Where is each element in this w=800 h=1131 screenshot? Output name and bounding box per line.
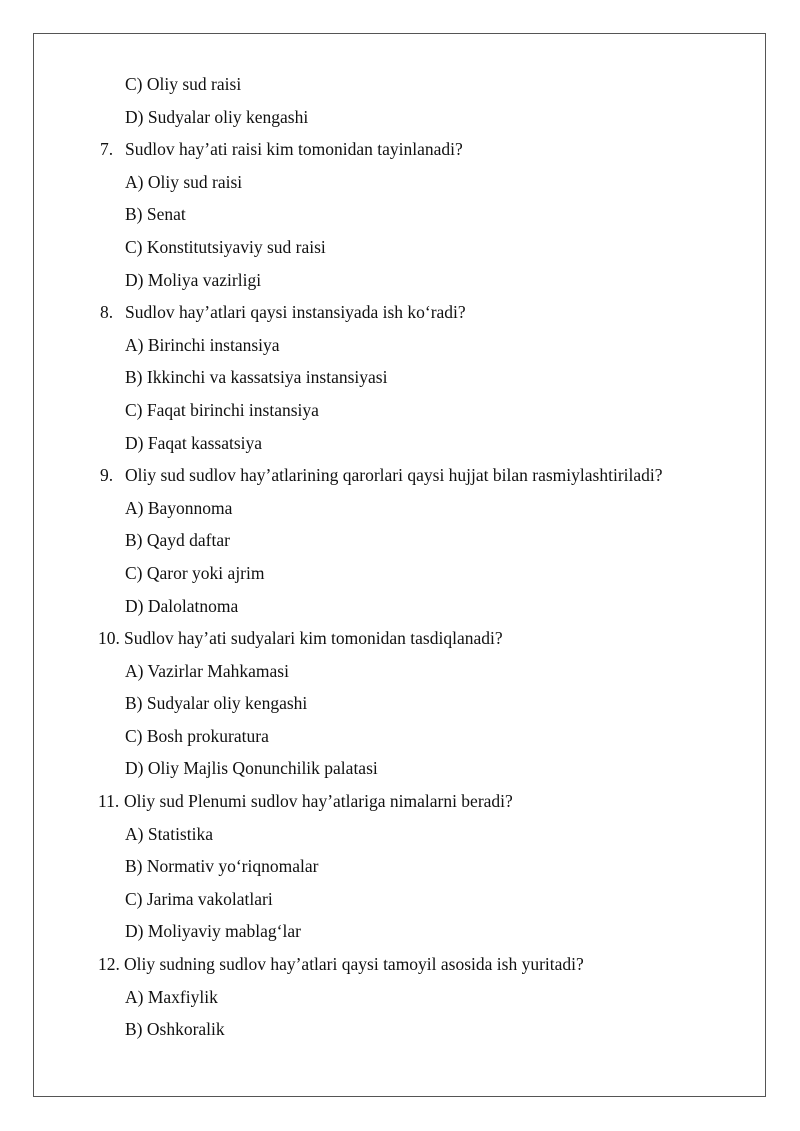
answer-option: D) Moliyaviy mablag‘lar bbox=[125, 921, 301, 942]
answer-option: C) Faqat birinchi instansiya bbox=[125, 399, 319, 420]
answer-option-row bbox=[0, 655, 800, 688]
question-text: Sudlov hay’ati sudyalari kim tomonidan tasdiqlanadi? bbox=[124, 628, 503, 649]
answer-option-row bbox=[0, 231, 800, 264]
answer-option: A) Statistika bbox=[125, 823, 213, 844]
answer-option: B) Sudyalar oliy kengashi bbox=[125, 693, 308, 714]
answer-option-row bbox=[0, 198, 800, 231]
answer-option: D) Faqat kassatsiya bbox=[125, 432, 263, 453]
question-row bbox=[0, 948, 800, 981]
answer-option-row bbox=[0, 687, 800, 720]
answer-option: A) Bayonnoma bbox=[125, 497, 233, 518]
answer-option: B) Oshkoralik bbox=[125, 1019, 225, 1040]
answer-option-row bbox=[0, 818, 800, 851]
question-number: 11. bbox=[98, 791, 120, 812]
question-row bbox=[0, 785, 800, 818]
answer-option: B) Ikkinchi va kassatsiya instansiyasi bbox=[125, 367, 388, 388]
answer-option-row bbox=[0, 68, 800, 101]
question-text: Sudlov hay’atlari qaysi instansiyada ish ko‘radi? bbox=[125, 302, 466, 323]
answer-option: C) Jarima vakolatlari bbox=[125, 888, 273, 909]
answer-option: B) Qayd daftar bbox=[125, 530, 230, 551]
answer-option: D) Sudyalar oliy kengashi bbox=[125, 106, 309, 127]
answer-option: C) Oliy sud raisi bbox=[125, 74, 242, 94]
answer-option: C) Qaror yoki ajrim bbox=[125, 562, 265, 583]
question-number: 10. bbox=[98, 628, 120, 649]
question-number: 8. bbox=[100, 302, 114, 323]
answer-option-row bbox=[0, 915, 800, 948]
answer-option-row bbox=[0, 427, 800, 460]
answer-option: A) Oliy sud raisi bbox=[125, 171, 243, 192]
question-row bbox=[0, 296, 800, 329]
answer-option: D) Oliy Majlis Qonunchilik palatasi bbox=[125, 758, 378, 779]
answer-option-row bbox=[0, 752, 800, 785]
answer-option-row bbox=[0, 883, 800, 916]
answer-option-row bbox=[0, 1013, 800, 1046]
question-row bbox=[0, 622, 800, 655]
answer-option-row bbox=[0, 361, 800, 394]
question-row bbox=[0, 133, 800, 166]
answer-option-row bbox=[0, 101, 800, 134]
answer-option-row bbox=[0, 524, 800, 557]
answer-option: C) Bosh prokuratura bbox=[125, 725, 269, 746]
question-row bbox=[0, 459, 800, 492]
answer-option-row bbox=[0, 557, 800, 590]
answer-option: A) Maxfiylik bbox=[125, 986, 218, 1007]
answer-option: C) Konstitutsiyaviy sud raisi bbox=[125, 236, 326, 257]
question-list bbox=[0, 68, 800, 1046]
answer-option-row bbox=[0, 394, 800, 427]
answer-option: D) Moliya vazirligi bbox=[125, 269, 262, 290]
question-number: 12. bbox=[98, 954, 120, 975]
answer-option: A) Birinchi instansiya bbox=[125, 334, 280, 355]
question-text: Sudlov hay’ati raisi kim tomonidan tayinlanadi? bbox=[125, 139, 463, 160]
question-text: Oliy sudning sudlov hay’atlari qaysi tamoyil asosida ish yuritadi? bbox=[124, 954, 584, 975]
answer-option: A) Vazirlar Mahkamasi bbox=[125, 660, 289, 681]
answer-option-row bbox=[0, 264, 800, 297]
question-text: Oliy sud Plenumi sudlov hay’atlariga nimalarni beradi? bbox=[124, 791, 513, 812]
question-number: 9. bbox=[100, 465, 114, 486]
answer-option: B) Normativ yo‘riqnomalar bbox=[125, 856, 319, 877]
answer-option-row bbox=[0, 329, 800, 362]
answer-option-row bbox=[0, 166, 800, 199]
answer-option-row bbox=[0, 981, 800, 1014]
answer-option-row bbox=[0, 492, 800, 525]
answer-option: D) Dalolatnoma bbox=[125, 595, 239, 616]
question-text: Oliy sud sudlov hay’atlarining qarorlari qaysi hujjat bilan rasmiylashtiriladi? bbox=[125, 465, 663, 486]
answer-option-row bbox=[0, 590, 800, 623]
answer-option-row bbox=[0, 720, 800, 753]
answer-option: B) Senat bbox=[125, 204, 186, 225]
question-number: 7. bbox=[100, 139, 114, 160]
answer-option-row bbox=[0, 850, 800, 883]
